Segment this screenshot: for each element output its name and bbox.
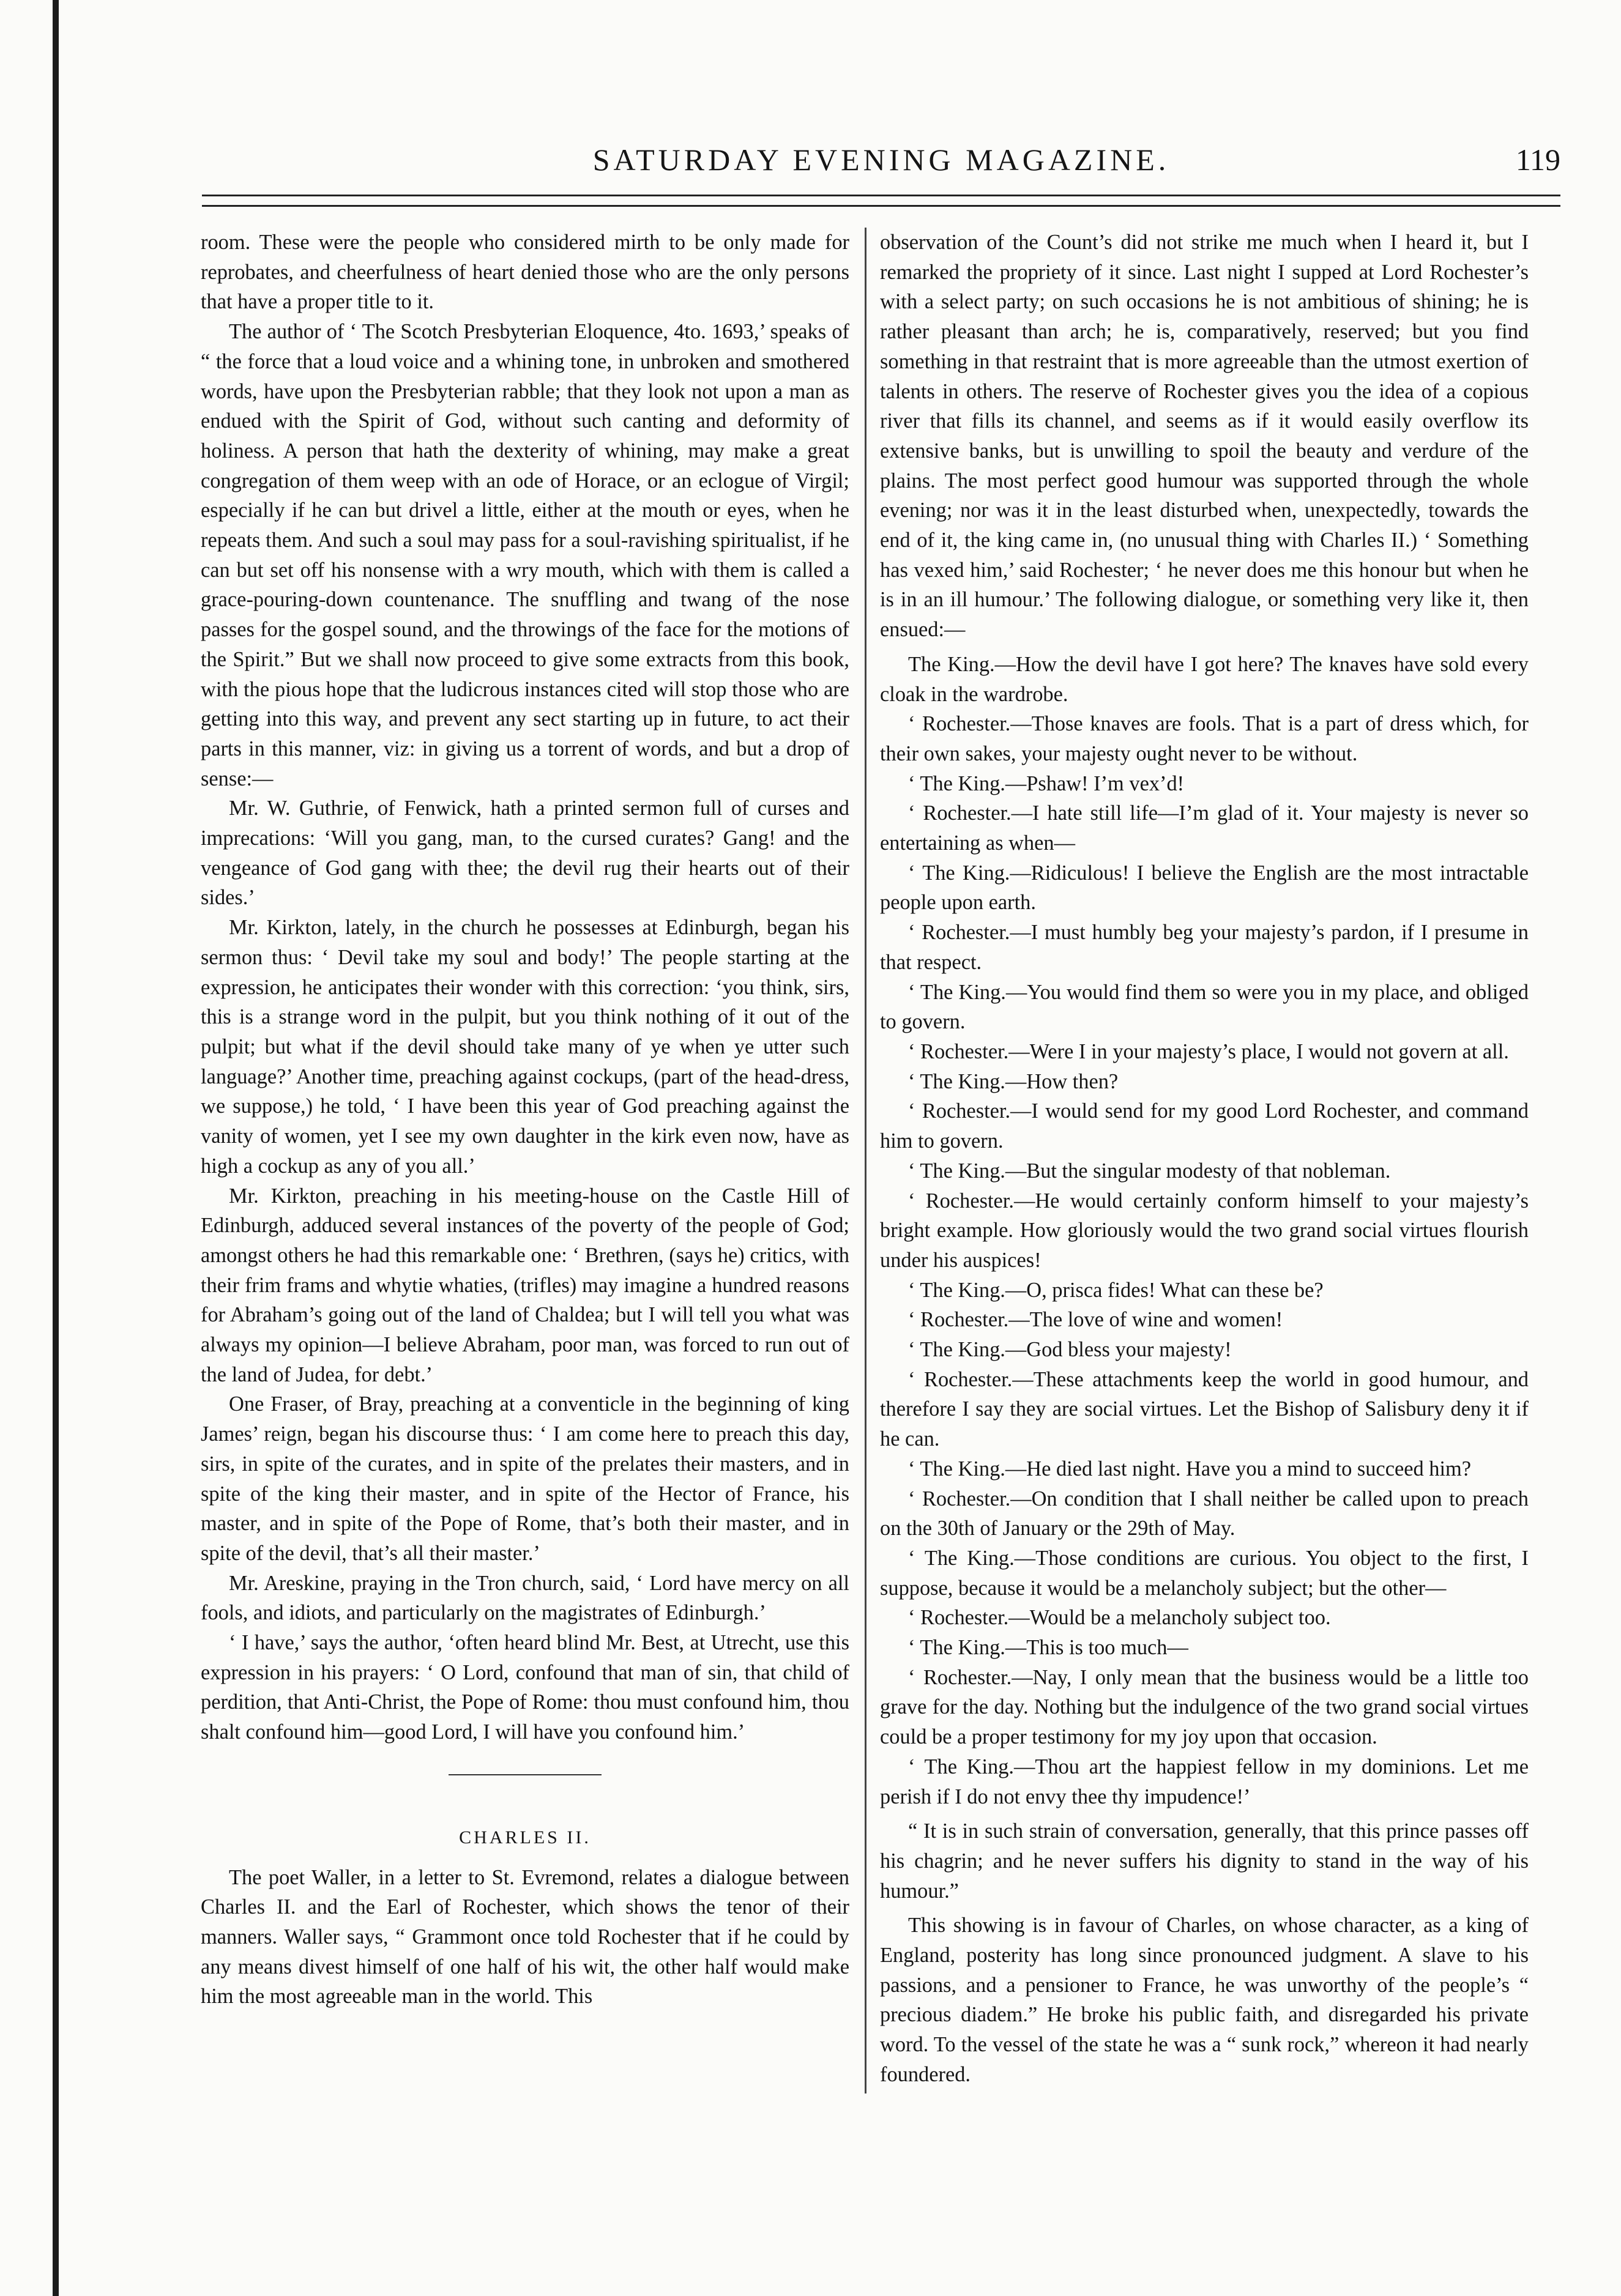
dialogue-line: ‘ The King.—How then? <box>908 1069 1119 1093</box>
left-column <box>201 228 849 2265</box>
dialogue-line: ‘ The King.—But the singular modesty of that nobleman. <box>908 1159 1391 1183</box>
dialogue-line: ‘ The King.—Thou art the happiest fellow in my dominions. Let me perish if I do not envy thee thy impudence!’ <box>880 1755 1529 1808</box>
section-divider <box>449 1774 602 1775</box>
column-divider <box>865 228 866 2094</box>
paragraph: The poet Waller, in a letter to St. Evremond, relates a dialogue between Charles II. and the Earl of Rochester, which shows the tenor of their manners. Waller says, “ Grammont once told Rochester that if he could by any means divest himself of one half of his wit, the other half would make him the most agreeable man in the world. This <box>201 1865 849 2008</box>
paragraph: Mr. Kirkton, preaching in his meeting-house on the Castle Hill of Edinburgh, adduced several instances of the poverty of the people of God; amongst others he had this remarkable one: ‘ Brethren, (says he) critics, with their frim frams and whytie whaties, (trifles) may imagine a hundred reasons for Abraham’s going out of the land of Chaldea; but I will tell you what was always my opinion—I believe Abraham, poor man, was forced to run out of the land of Judea, for debt.’ <box>201 1184 849 1386</box>
dialogue-line: ‘ Rochester.—These attachments keep the world in good humour, and therefore I say they are social virtues. Let the Bishop of Salisbury deny it if he can. <box>880 1367 1529 1451</box>
magazine-title: SATURDAY EVENING MAGAZINE. <box>592 143 1170 177</box>
paragraph: Mr. Kirkton, lately, in the church he possesses at Edinburgh, began his sermon thus: ‘ Devil take my soul and body!’ The people starting at the expression, he anticipates their wonder with this correction: ‘you think, sirs, this is a strange word in the pulpit, but you think nothing of it out of the pulpit; but what if the devil should take many of ye when ye utter such language?’ Another time, preaching against cockups, (part of the head-dress, we suppose,) he told, ‘ I have been this year of God preaching against the vanity of women, yet I see my own daughter in the kirk even now, have as high a cockup as any of you all.’ <box>201 916 849 1178</box>
dialogue-line: ‘ Rochester.—I must humbly beg your majesty’s pardon, if I presume in that respect. <box>880 921 1529 974</box>
dialogue-line: ‘ Rochester.—He would certainly conform himself to your majesty’s bright example. How gloriously would the two grand social virtues flourish under his auspices! <box>880 1189 1529 1272</box>
dialogue-line: ‘ The King.—This is too much— <box>908 1636 1188 1660</box>
dialogue-line: ‘ The King.—O, prisca fides! What can these be? <box>908 1278 1324 1302</box>
dialogue-line: ‘ The King.—He died last night. Have you a mind to succeed him? <box>908 1457 1472 1481</box>
paragraph: ‘ I have,’ says the author, ‘often heard blind Mr. Best, at Utrecht, use this expression in his prayers: ‘ O Lord, confound that man of sin, that child of perdition, that Anti-Christ, the Pope of Rome: thou must confound him, thou shalt confound him—good Lord, I will have you confound him.’ <box>201 1631 849 1744</box>
binding-edge-rule <box>53 0 59 2296</box>
dialogue-line: ‘ The King.—God bless your majesty! <box>908 1338 1232 1362</box>
dialogue-line: ‘ The King.—You would find them so were you in my place, and obliged to govern. <box>880 980 1529 1034</box>
right-column <box>880 228 1529 2265</box>
page-header <box>202 142 1560 185</box>
header-rule <box>202 195 1560 207</box>
closing-quote: “ It is in such strain of conversation, generally, that this prince passes off his chagrin; and he never suffers his dignity to stand in the way of his humour.” <box>880 1819 1529 1903</box>
page-number: 119 <box>1515 143 1560 177</box>
dialogue-line: The King.—How the devil have I got here? The knaves have sold every cloak in the wardrobe. <box>880 652 1529 706</box>
dialogue-line: ‘ The King.—Ridiculous! I believe the English are the most intractable people upon earth. <box>880 861 1529 915</box>
section-heading: CHARLES II. <box>459 1827 591 1848</box>
paragraph: The author of ‘ The Scotch Presbyterian Eloquence, 4to. 1693,’ speaks of “ the force that a loud voice and a whining tone, in unbroken and smothered words, have upon the Presbyterian rabble; that they look not upon a man as endued with the Spirit of God, without such canting and deformity of holiness. A person that hath the dexterity of whining, may make a great congregation of them weep with an ode of Horace, or an eclogue of Virgil; especially if he can but drivel a little, either at the mouth or eyes, when he repeats them. And such a soul may pass for a soul-ravishing spiritualist, if he can but set off his nonsense with a wry mouth, which with them is called a grace-pouring-down countenance. The snuffling and twang of the nose passes for the gospel sound, and the throwings of the face for the motions of the Spirit.” But we shall now proceed to give some extracts from this book, with the pious hope that the ludicrous instances cited will stop those who are getting into this way, and prevent any sect starting up in future, to act their parts in this manner, viz: in giving us a torrent of words, and but a drop of sense:— <box>201 320 849 790</box>
paragraph: Mr. W. Guthrie, of Fenwick, hath a printed sermon full of curses and imprecations: ‘Will you gang, man, to the cursed curates? Gang! and the vengeance of God gang with thee; the devil rug their hearts out of their sides.’ <box>201 797 849 910</box>
paragraph: One Fraser, of Bray, preaching at a conventicle in the beginning of king James’ reign, began his discourse thus: ‘ I am come here to preach this day, sirs, in spite of the curates, and in spite of the prelates their masters, and in spite of the king their master, and in spite of the Hector of France, his master, and in spite of the Pope of Rome, that’s both their master, and in spite of the devil, that’s all their master.’ <box>201 1392 849 1565</box>
dialogue-line: ‘ The King.—Those conditions are curious. You object to the first, I suppose, because it would be a melancholy subject; but the other— <box>880 1546 1529 1600</box>
paragraph: room. These were the people who considered mirth to be only made for reprobates, and cheerfulness of heart denied those who are the only persons that have a proper title to it. <box>201 231 849 314</box>
dialogue-line: ‘ Rochester.—The love of wine and women! <box>908 1308 1283 1332</box>
dialogue-line: ‘ Rochester.—Those knaves are fools. That is a part of dress which, for their own sakes, your majesty ought never to be without. <box>880 712 1529 765</box>
paragraph: Mr. Areskine, praying in the Tron church, said, ‘ Lord have mercy on all fools, and idiots, and particularly on the magistrates of Edinburgh.’ <box>201 1571 849 1625</box>
dialogue-line: ‘ Rochester.—Were I in your majesty’s place, I would not govern at all. <box>908 1039 1509 1063</box>
dialogue-line: ‘ Rochester.—I hate still life—I’m glad of it. Your majesty is never so entertaining as when— <box>880 801 1529 855</box>
dialogue-line: ‘ Rochester.—I would send for my good Lord Rochester, and command him to govern. <box>880 1099 1529 1153</box>
paragraph: observation of the Count’s did not strike me much when I heard it, but I remarked the propriety of it since. Last night I supped at Lord Rochester’s with a select party; on such occasions he is not ambitious of shining; he is rather pleasant than arch; he is, comparatively, reserved; but you find something in that restraint that is more agreeable than the utmost exertion of talents in others. The reserve of Rochester gives you the idea of a copious river that fills its channel, and seems as if it would easily overflow its extensive banks, but is unwilling to spoil the beauty and verdure of the plains. The most perfect good humour was supported through the whole evening; nor was it in the least disturbed when, unexpectedly, towards the end of it, the king came in, (no unusual thing with Charles II.) ‘ Something has vexed him,’ said Rochester; ‘ he never does me this honour but when he is in an ill humour.’ The following dialogue, or something very like it, then ensued:— <box>880 231 1529 642</box>
dialogue-line: ‘ Rochester.—Would be a melancholy subject too. <box>908 1606 1331 1630</box>
dialogue-line: ‘ The King.—Pshaw! I’m vex’d! <box>908 771 1185 795</box>
dialogue-line: ‘ Rochester.—On condition that I shall neither be called upon to preach on the 30th of January or the 29th of May. <box>880 1487 1529 1540</box>
paragraph: This showing is in favour of Charles, on whose character, as a king of England, posterity has long since pronounced judgment. A slave to his passions, and a pensioner to France, he was unworthy of the people’s “ precious diadem.” He broke his public faith, and disregarded his private word. To the vessel of the state he was a “ sunk rock,” whereon it had nearly foundered. <box>880 1914 1529 2086</box>
dialogue-line: ‘ Rochester.—Nay, I only mean that the business would be a little too grave for the day. Nothing but the indulgence of the two grand social virtues could be a proper testimony for my joy upon that occasion. <box>880 1665 1529 1749</box>
